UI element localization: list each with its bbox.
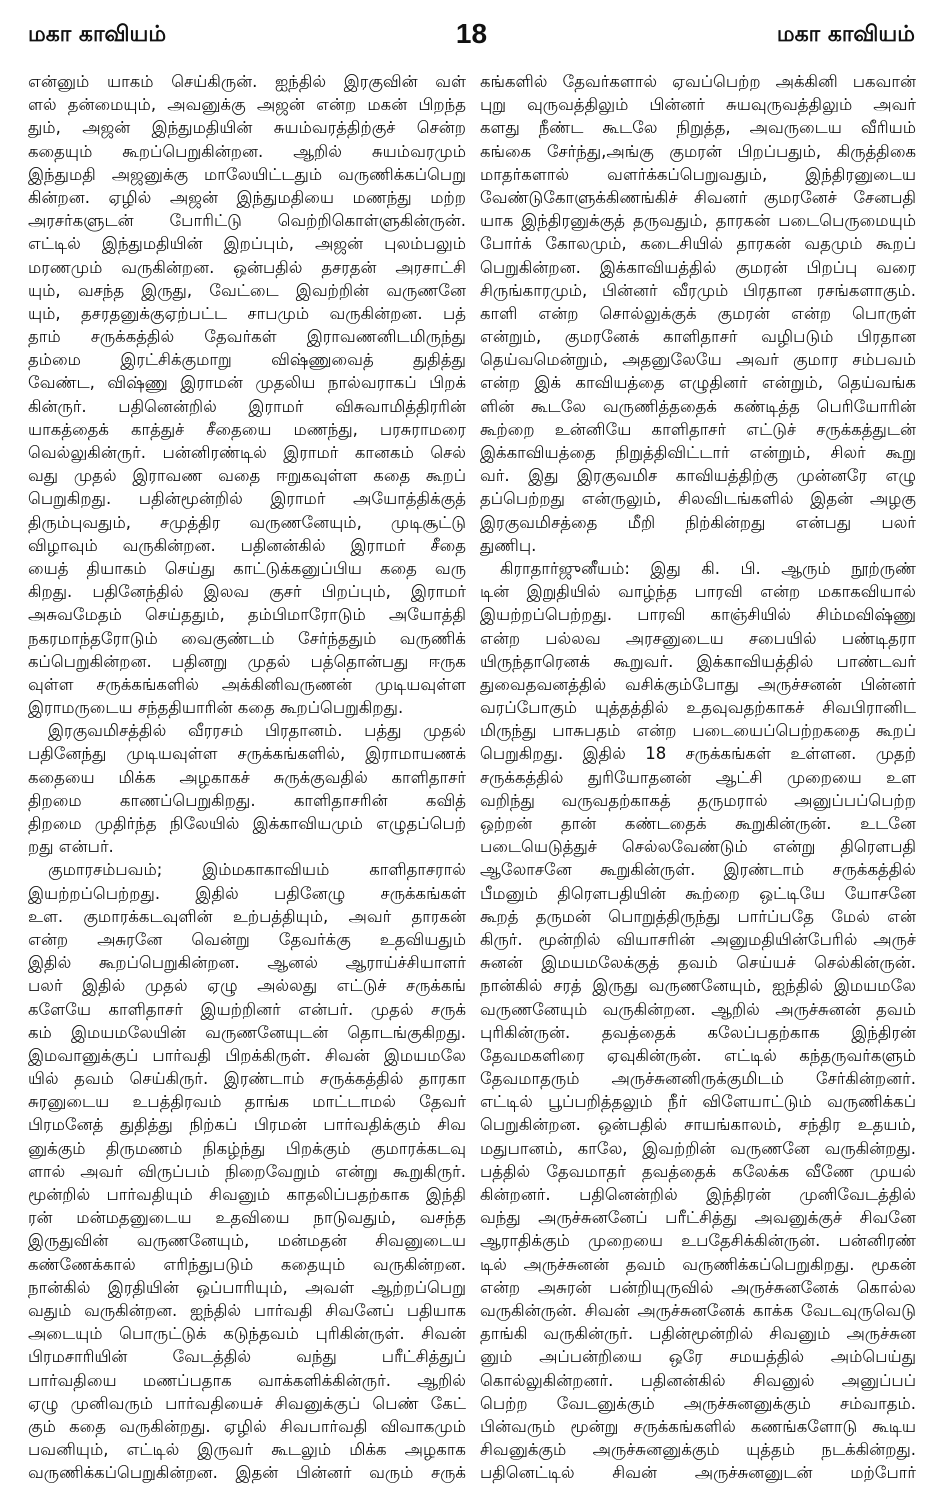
text-line: இமவானுக்குப் பார்வதி பிறக்கிருள். சிவன் இமயமலே: [28, 1045, 466, 1065]
text-line: என்ற பல்லவ அரசனுடைய சபையில் பண்டிதரா: [480, 628, 916, 648]
text-line: தப்பெற்றது என்ருலும், சிலவிடங்களில் இதன் அழகு: [480, 489, 916, 509]
text-line: வர். இது இரகுவமிச காவியத்திற்கு முன்னரே எழு: [480, 466, 916, 486]
text-line: யாகத்தைக் காத்துச் சீதையை மணந்து, பரசுராமரை: [28, 419, 466, 439]
text-line: பெறுகிறது. பதின்மூன்றில் இராமர் அயோத்திக்குத்: [28, 489, 466, 509]
text-line: வருகின்ருன். சிவன் அருச்சுனனேக் காக்க வேடவுருவெடு: [480, 1300, 916, 1320]
text-line: திறமை முதிர்ந்த நிலேயில் இக்காவியமும் எழுதப்பெற்: [28, 814, 466, 833]
text-line: கங்களில் தேவர்களால் ஏவப்பெற்ற அக்கினி பகவான்: [480, 72, 916, 91]
text-line: தும், அஜன் இந்துமதியின் சுயம்வரத்திற்குச் சென்ற: [28, 118, 466, 138]
text-line: வந்து அருச்சுனனேப் பரீட்சித்து அவனுக்குச் சிவனே: [480, 1208, 916, 1228]
text-line: புறு வுருவத்திலும் பின்னர் சுயவுருவத்திலும் அவர்: [480, 95, 916, 115]
text-line: குமாரசம்பவம்; இம்மகாகாவியம் காளிதாசரால்: [48, 860, 466, 880]
text-line: அசுவமேதம் செய்ததும், தம்பிமாரோடும் அயோத்தி: [28, 605, 466, 625]
text-line: கின்றனர். பதினென்றில் இந்திரன் முனிவேடத்தில்: [480, 1185, 916, 1204]
text-line: யிருந்தாரெனக் கூறுவர். இக்காவியத்தில் பாண்டவர்: [480, 651, 916, 671]
text-line: சிருங்காரமும், பின்னர் வீரமும் பிரதான ரசங்களாகும்.: [480, 280, 916, 300]
text-line: கும் கதை வருகின்றது. ஏழில் சிவபார்வதி விவாகமும்: [28, 1416, 466, 1436]
text-line: துணிபு.: [480, 535, 537, 555]
text-line: கங்கை சேர்ந்து,அங்கு குமரன் பிறப்பதும், கிருத்திகை: [480, 141, 916, 161]
text-line: தெய்வமென்றும், அதனுலேயே அவர் குமார சம்பவம்: [480, 350, 916, 370]
text-line: கண்ணேக்கால் எரிந்துபடும் கதையும் வருகின்றன.: [28, 1254, 466, 1274]
text-line: யில் தவம் செய்கிருர். இரண்டாம் சருக்கத்தில் தாரகா: [28, 1069, 466, 1089]
text-line: கூறத் தருமன் பொறுத்திருந்து பார்ப்பதே மேல் என்: [480, 906, 916, 926]
text-line: இயற்றப்பெற்றது. இதில் பதினேழு சருக்கங்கள்: [28, 883, 466, 903]
text-line: இக்காவியத்தை நிறுத்திவிட்டார் என்றும், சிலர் கூறு: [480, 443, 916, 462]
text-line: பதினெட்டில் சிவன் அருச்சுனனுடன் மற்போர்: [480, 1463, 916, 1483]
text-line: வேண்ட, விஷ்ணு இராமன் முதலிய நால்வராகப் பிறக்: [28, 373, 466, 393]
right-text-column: [480, 70, 916, 1485]
text-line: ளின் கூடலே வருணித்ததைக் கண்டித்த பெரியோரின்: [480, 396, 916, 416]
text-line: இயற்றப்பெற்றது. பாரவி காஞ்சியில் சிம்மவிஷ்ணு: [480, 605, 916, 625]
text-line: படையெடுத்துச் செல்லவேண்டும் என்று திரௌபதி: [480, 837, 916, 857]
text-line: என்றும், குமரனேக் காளிதாசர் வழிபடும் பிரதான: [480, 327, 916, 347]
text-line: கொல்லுகின்றனர். பதினன்கில் சிவனுல் அனுப்பப்: [480, 1370, 916, 1390]
text-line: வருணனேயும் வருகின்றன. ஆறில் அருச்சுனன் தவம்: [480, 999, 916, 1019]
text-line: அடையும் பொருட்டுக் கடுந்தவம் புரிகின்ருள். சிவன்: [28, 1324, 466, 1344]
text-line: என்னும் யாகம் செய்கிருன். ஐந்தில் இரகுவின் வள்: [28, 72, 466, 91]
text-line: தாங்கி வருகின்ருர். பதின்மூன்றில் சிவனும் அருச்சுன: [480, 1324, 916, 1344]
text-line: புரிகின்ருன். தவத்தைக் கலேப்பதற்காக இந்திரன்: [480, 1022, 916, 1042]
text-line: பிரமசாரியின் வேடத்தில் வந்து பரீட்சித்துப்: [28, 1347, 466, 1367]
text-line: யும், தசரதனுக்குஏற்பட்ட சாபமும் வருகின்றன. பத்: [28, 303, 466, 323]
text-line: இரகுவமிசத்தில் வீரரசம் பிரதானம். பத்து முதல்: [48, 721, 466, 741]
page-header: [28, 16, 915, 56]
text-line: யைத் தியாகம் செய்து காட்டுக்கனுப்பிய கதை வரு: [28, 558, 466, 578]
text-line: திரும்புவதும், சமுத்திர வருணனேயும், முடிசூட்டு: [28, 512, 466, 532]
text-line: பீமனும் திரௌபதியின் கூற்றை ஒட்டியே யோசனே: [480, 883, 916, 903]
running-title-left: மகா காவியம்: [28, 22, 167, 47]
text-line: ளால் அவர் விருப்பம் நிறைவேறும் என்று கூறுகிருர்.: [28, 1161, 466, 1181]
text-line: தேவமகளிரை ஏவுகின்ருன். எட்டில் கந்தருவர்களும்: [480, 1045, 916, 1065]
text-line: வெல்லுகின்ருர். பன்னிரண்டில் இராமர் கானகம் செல்: [28, 443, 466, 462]
text-line: பெறுகிறது. இதில் 18 சருக்கங்கள் உள்ளன. முதற்: [480, 744, 916, 764]
text-line: பதினேந்து முடியவுள்ள சருக்கங்களில், இராமாயணக்: [28, 744, 466, 764]
text-line: தாம் சருக்கத்தில் தேவர்கள் இராவணனிடமிருந்து: [28, 327, 466, 347]
text-line: கதையும் கூறப்பெறுகின்றன. ஆறில் சுயம்வரமும்: [28, 141, 466, 161]
text-line: கிறது. பதினேந்தில் இலவ குசர் பிறப்பும், இராமர்: [28, 582, 466, 602]
paragraph: [28, 858, 466, 1484]
text-line: பெறுகின்றன. இக்காவியத்தில் குமரன் பிறப்பு வரை: [480, 257, 916, 277]
left-text-column: [28, 70, 466, 1485]
text-line: உள. குமாரக்கடவுளின் உற்பத்தியும், அவர் தாரகன்: [28, 906, 466, 926]
paragraph: [28, 719, 466, 858]
paragraph: [28, 70, 466, 719]
text-line: சிவனுக்கும் அருச்சுனனுக்கும் யுத்தம் நடக்கின்றது.: [480, 1440, 916, 1460]
text-line: யும், வசந்த இருது, வேட்டை இவற்றின் வருணனே: [28, 280, 466, 300]
page-number: 18: [455, 18, 488, 49]
text-line: கூற்றை உன்னியே காளிதாசர் எட்டுச் சருக்கத்துடன்: [480, 419, 916, 439]
text-line: வேண்டுகோளுக்கிணங்கிச் சிவனர் குமரனேச் சேனபதி: [480, 187, 916, 207]
text-line: தம்மை இரட்சிக்குமாறு விஷ்ணுவைத் துதித்து: [28, 350, 466, 370]
text-line: இராமருடைய சந்ததியாரின் கதை கூறப்பெறுகிறது.: [28, 698, 404, 718]
text-line: பிரமனேத் துதித்து நிற்கப் பிரமன் பார்வதிக்கும் சிவ: [28, 1115, 466, 1135]
text-line: கின்றன. ஏழில் அஜன் இந்துமதியை மணந்து மற்ற: [28, 187, 466, 207]
text-line: கதையை மிக்க அழகாகச் சுருக்குவதில் காளிதாசர்: [28, 767, 466, 787]
text-line: டில் அருச்சுனன் தவம் வருணிக்கப்பெறுகிறது. மூகன்: [480, 1254, 916, 1274]
text-line: கிராதார்ஜுனீயம்: இது கி. பி. ஆரும் நூற்ருண்: [500, 558, 916, 578]
text-line: பலர் இதில் முதல் ஏழு அல்லது எட்டுச் சருக்கங்: [28, 976, 466, 996]
text-line: விழாவும் வருகின்றன. பதினன்கில் இராமர் சீதை: [28, 535, 466, 555]
text-line: இந்துமதி அஜனுக்கு மாலேயிட்டதும் வருணிக்கப்பெறு: [28, 164, 466, 184]
text-line: கிருர். மூன்றில் வியாசரின் அனுமதியின்பேரில் அருச்: [480, 929, 916, 949]
text-line: பெற்ற வேடனுக்கும் அருச்சுனனுக்கும் சம்வாதம்.: [480, 1393, 916, 1413]
text-line: ஆராதிக்கும் முறையை உபதேசிக்கின்ருன். பன்னிரண்: [480, 1231, 916, 1251]
text-line: ளல் தன்மையும், அவனுக்கு அஜன் என்ற மகன் பிறந்த: [28, 95, 466, 115]
text-line: நகரமாந்தரோடும் வைகுண்டம் சேர்ந்ததும் வருணிக்: [28, 628, 466, 648]
running-title-right: மகா காவியம்: [776, 22, 915, 47]
text-line: காளி என்ற சொல்லுக்குக் குமரன் என்ற பொருள்: [480, 303, 916, 323]
text-line: னும் அப்பன்றியை ஒரே சமயத்தில் அம்பெய்து: [480, 1347, 916, 1367]
text-line: தேவமாதரும் அருச்சுனனிருக்குமிடம் சேர்கின்றனர்.: [480, 1069, 916, 1089]
text-line: ஆலோசனே கூறுகின்ருள். இரண்டாம் சருக்கத்தில்: [480, 860, 916, 880]
text-line: என்ற அசுரனே வென்று தேவர்க்கு உதவியதும்: [28, 929, 466, 949]
text-line: பின்வரும் மூன்று சருக்கங்களில் கணங்களோடு கூடிய: [480, 1416, 916, 1436]
text-line: எட்டில் இந்துமதியின் இறப்பும், அஜன் புலம்பலும்: [28, 234, 466, 254]
text-line: ரன் மன்மதனுடைய உதவியை நாடுவதும், வசந்த: [28, 1208, 466, 1228]
text-line: மதுபானம், காலே, இவற்றின் வருணனே வருகின்றது.: [480, 1138, 916, 1158]
text-line: பவனியும், எட்டில் இருவர் கூடலும் மிக்க அழகாக: [28, 1440, 466, 1460]
text-line: சுனன் இமயமலேக்குத் தவம் செய்யச் செல்கின்ருன்.: [480, 953, 916, 973]
paragraph: [480, 70, 916, 557]
text-line: நான்கில் சரத் இருது வருணனேயும், ஐந்தில் இமயமலே: [480, 976, 916, 996]
text-line: மாதர்களால் வளர்க்கப்பெறுவதும், இந்திரனுடைய: [480, 164, 916, 184]
text-line: கப்பெறுகின்றன. பதினறு முதல் பத்தொன்பது ஈருக: [28, 651, 466, 671]
text-line: நான்கில் இரதியின் ஒப்பாரியும், அவள் ஆற்றப்பெறு: [28, 1277, 466, 1297]
text-line: வறிந்து வருவதற்காகத் தருமரால் அனுப்பப்பெற்ற: [480, 790, 916, 810]
text-line: வுள்ள சருக்கங்களில் அக்கினிவருணன் முடியவுள்ள: [28, 674, 466, 694]
text-line: சுரனுடைய உபத்திரவம் தாங்க மாட்டாமல் தேவர்: [28, 1092, 466, 1112]
text-line: யாக இந்திரனுக்குத் தருவதும், தாரகன் படைபெருமையும்: [480, 211, 916, 231]
text-line: கின்ருர். பதினென்றில் இராமர் விசுவாமித்திரரின்: [28, 396, 466, 416]
text-line: மரணமும் வருகின்றன. ஒன்பதில் தசரதன் அரசாட்சி: [28, 257, 466, 277]
text-line: போர்க் கோலமும், கடைசியில் தாரகன் வதமும் கூறப்: [480, 234, 916, 254]
text-line: என்ற இக் காவியத்தை எழுதினர் என்றும், தெய்வங்க: [480, 373, 916, 393]
text-line: சருக்கத்தில் துரியோதனன் ஆட்சி முறையை உள: [480, 767, 916, 787]
text-line: டின் இறுதியில் வாழ்ந்த பாரவி என்ற மகாகவியால்: [480, 582, 916, 602]
text-line: அரசர்களுடன் போரிட்டு வெற்றிகொள்ளுகின்ருன்.: [28, 211, 466, 231]
text-line: கம் இமயமலேயின் வருணனேயுடன் தொடங்குகிறது.: [28, 1022, 466, 1042]
text-line: மிருந்து பாசுபதம் என்ற படையைப்பெற்றகதை கூறப்: [480, 721, 916, 741]
text-line: இதில் கூறப்பெறுகின்றன. ஆனல் ஆராய்ச்சியாளர்: [28, 953, 466, 973]
text-line: வருணிக்கப்பெறுகின்றன. இதன் பின்னர் வரும் சருக்: [28, 1463, 466, 1483]
text-line: இருதுவின் வருணனேயும், மன்மதன் சிவனுடைய: [28, 1231, 466, 1251]
text-line: பார்வதியை மணப்பதாக வாக்களிக்கின்ருர். ஆறில்: [28, 1370, 466, 1390]
text-line: வதும் வருகின்றன. ஐந்தில் பார்வதி சிவனேப் பதியாக: [28, 1300, 466, 1320]
text-line: களேயே காளிதாசர் இயற்றினர் என்பர். முதல் சருக்: [28, 999, 466, 1019]
text-line: ஏழு முனிவரும் பார்வதியைச் சிவனுக்குப் பெண் கேட்: [28, 1393, 466, 1413]
paragraph: [480, 557, 916, 1485]
text-line: பெறுகின்றன. ஒன்பதில் சாயங்காலம், சந்திர உதயம்,: [480, 1115, 916, 1135]
text-line: றது என்பர்.: [28, 837, 114, 857]
text-line: என்ற அசுரன் பன்றியுருவில் அருச்சுனனேக் கொல்ல: [480, 1277, 916, 1297]
text-line: வரப்போகும் யுத்தத்தில் உதவுவதற்காகச் சிவபிரானிட: [480, 698, 916, 718]
text-line: களது நீண்ட கூடலே நிறுத்த, அவருடைய வீரியம்: [480, 118, 916, 138]
text-line: திறமை காணப்பெறுகிறது. காளிதாசரின் கவித்: [28, 790, 466, 810]
text-line: பத்தில் தேவமாதர் தவத்தைக் கலேக்க வீணே முயல்: [480, 1161, 916, 1181]
text-line: வது முதல் இராவண வதை ஈறுகவுள்ள கதை கூறப்: [28, 466, 466, 486]
text-line: துவைதவனத்தில் வசிக்கும்போது அருச்சனன் பின்னர்: [480, 674, 916, 694]
text-line: எட்டில் பூப்பறித்தலும் நீர் விளேயாட்டும் வருணிக்கப்: [480, 1092, 916, 1112]
text-line: இரகுவமிசத்தை மீறி நிற்கின்றது என்பது பலர்: [480, 512, 916, 532]
text-line: ஒற்றன் தான் கண்டதைக் கூறுகின்ருன். உடனே: [480, 814, 916, 833]
text-line: மூன்றில் பார்வதியும் சிவனும் காதலிப்பதற்காக இந்தி: [28, 1185, 466, 1204]
text-line: னுக்கும் திருமணம் நிகழ்ந்து பிறக்கும் குமாரக்கடவு: [28, 1138, 466, 1158]
